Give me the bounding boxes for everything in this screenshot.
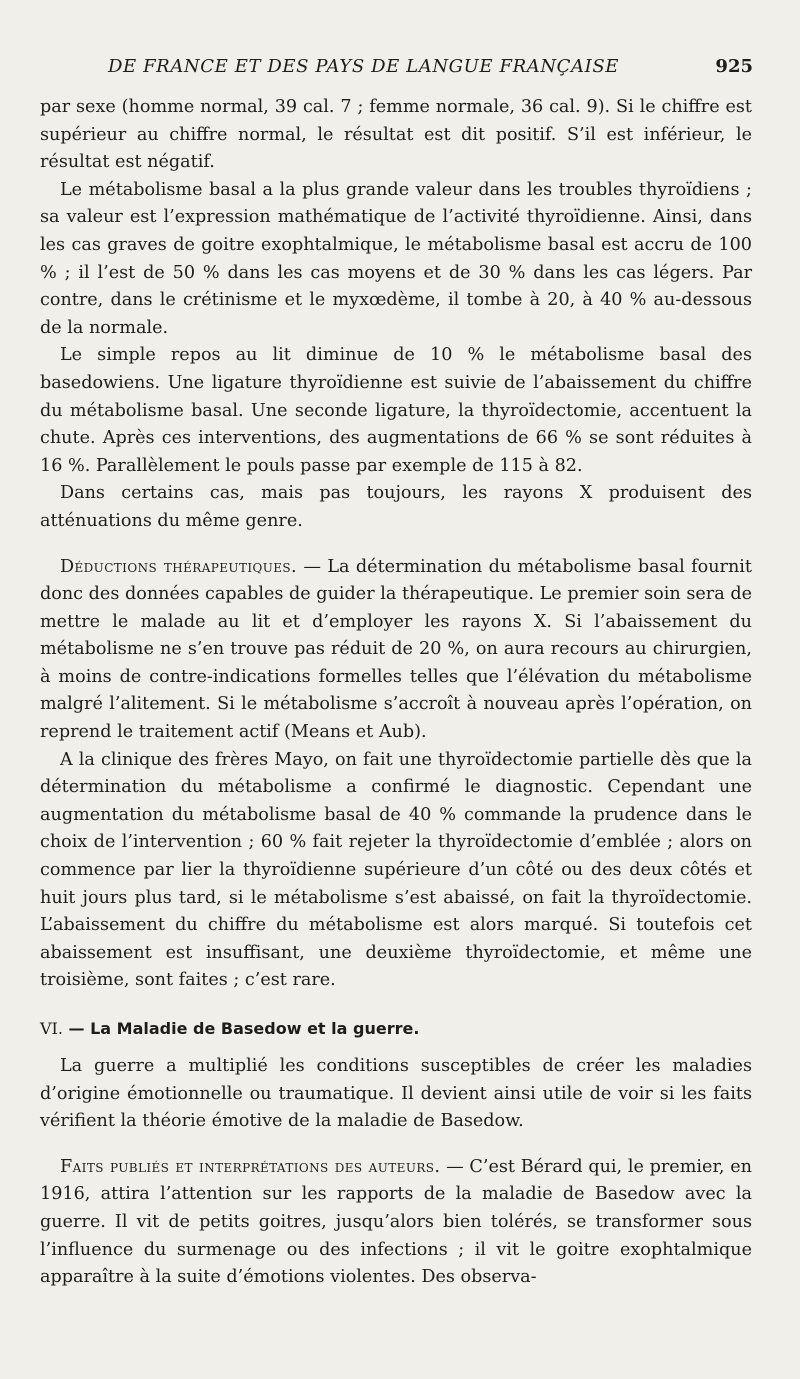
section-title: — La Maladie de Basedow et la guerre. [62,1019,420,1038]
page-number: 925 [715,56,753,77]
paragraph: A la clinique des frères Mayo, on fait une thyroïdectomie partielle dès que la détermination du métabolisme a confirmé le diagnostic. Cependant une augmentation du métabolisme basal de 40 % commande la prudence dans le choix de l’intervention ; 60 % fait rejeter la thyroïdectomie d’emblée ; alors on commence par lier la thyroïdienne supérieure d’un côté ou des deux côtés et huit jours plus tard, si le métabolisme s’est abaissé, on fait la thyroïdectomie. L’abaissement du chiffre du métabolisme est alors marqué. Si toutefois cet abaissement est insuffisant, une deuxième thyroïdectomie, et même une troisième, sont faites ; c’est rare. [40,749,752,991]
paragraph: par sexe (homme normal, 39 cal. 7 ; femme normale, 36 cal. 9). Si le chiffre est supérieur au chiffre normal, le résultat est dit positif. S’il est inférieur, le résultat est négatif. [40,97,752,173]
running-title: DE FRANCE ET DES PAYS DE LANGUE FRANÇAISE [108,56,620,77]
paragraph-lead: Faits publiés et interprétations des auteurs. [60,1156,441,1177]
section-number: VI. [40,1019,63,1038]
running-header [108,56,753,84]
paragraph: Le simple repos au lit diminue de 10 % le métabolisme basal des basedowiens. Une ligature thyroïdienne est suivie de l’abaissement du chiffre du métabolisme basal. Une seconde ligature, la thyroïdectomie, accentuent la chute. Après ces interventions, des augmentations de 66 % se sont réduites à 16 %. Parallèlement le pouls passe par exemple de 115 à 82. [40,345,752,476]
section-heading [40,1017,752,1041]
paragraph-body: — C’est Bérard qui, le premier, en 1916, attira l’attention sur les rapports de la maladie de Basedow avec la guerre. Il vit de petits goitres, jusqu’alors bien tolérés, se transformer sous l’influence du surmenage ou des infections ; il vit le goitre exophtalmique apparaître à la suite d’émotions violentes. Des observa- [40,1156,752,1288]
paragraph [40,1154,752,1292]
paragraph: Le métabolisme basal a la plus grande valeur dans les troubles thyroïdiens ; sa valeur est l’expression mathématique de l’activité thyroïdienne. Ainsi, dans les cas graves de goitre exophtalmique, le métabolisme basal est accru de 100 % ; il l’est de 50 % dans les cas moyens et de 30 % dans les cas légers. Par contre, dans le crétinisme et le myxœdème, il tombe à 20, à 40 % au-dessous de la normale. [40,179,752,338]
paragraph: Dans certains cas, mais pas toujours, les rayons X produisent des atténuations du même genre. [40,483,752,531]
paragraph [40,554,752,747]
paragraph-lead: Déductions thérapeutiques. [60,556,298,577]
paragraph-body: — La détermination du métabolisme basal fournit donc des données capables de guider la thérapeutique. Le premier soin sera de mettre le malade au lit et d’employer les rayons X. Si l’abaissement du métabolisme ne s’en trouve pas réduit de 20 %, on aura recours au chirurgien, à moins de contre-indications formelles telles que l’élévation du métabolisme malgré l’alitement. Si le métabolisme s’accroît à nouveau après l’opération, on reprend le traitement actif (Means et Aub). [40,556,752,743]
paragraph: La guerre a multiplié les conditions susceptibles de créer les maladies d’origine émotionnelle ou traumatique. Il devient ainsi utile de voir si les faits vérifient la théorie émotive de la maladie de Basedow. [40,1056,752,1132]
body-text [40,94,752,1292]
